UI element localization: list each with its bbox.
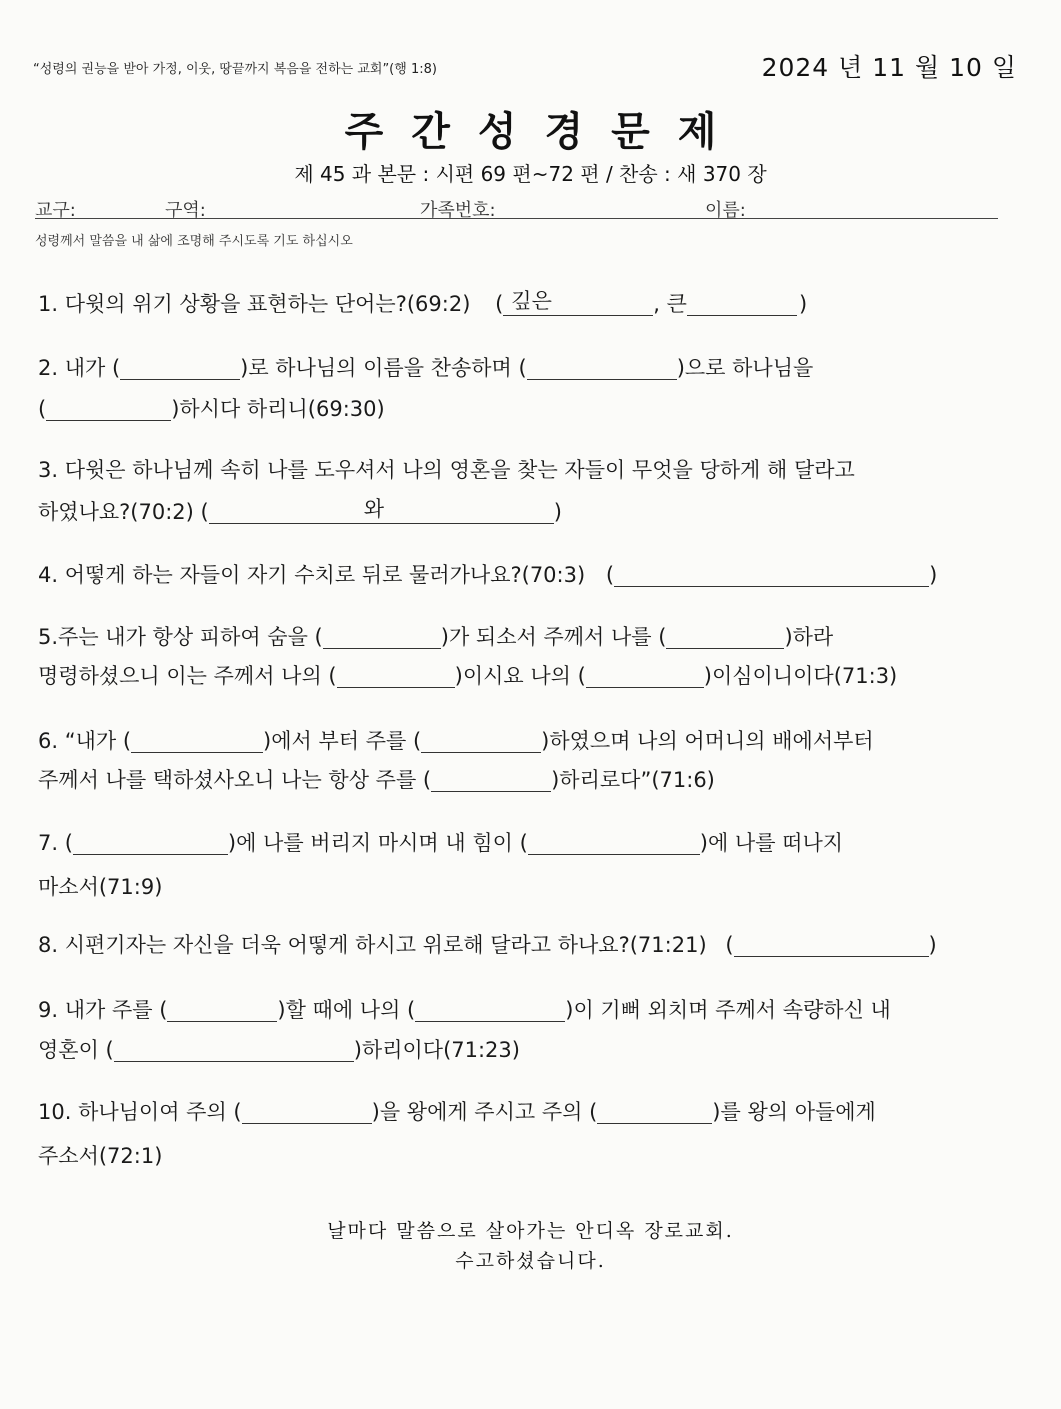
- question-text: )할 때에 나의 (: [277, 998, 416, 1022]
- question-text: )으로 하나님을: [676, 356, 814, 380]
- answer-blank[interactable]: [734, 934, 929, 957]
- footer-thanks: 수고하셨습니다.: [455, 1250, 606, 1272]
- question-text: )에서 부터 주를 (: [263, 729, 422, 753]
- answer-blank[interactable]: [666, 626, 784, 649]
- answer-blank[interactable]: [120, 357, 240, 380]
- answer-blank[interactable]: [167, 999, 277, 1022]
- question-text: )가 되소서 주께서 나를 (: [440, 625, 667, 649]
- question-text: )하리로다”(71:6): [551, 768, 715, 792]
- question-text: )을 왕에게 주시고 주의 (: [371, 1100, 598, 1124]
- answer-blank[interactable]: [586, 665, 704, 688]
- question-text: 2. 내가 (: [38, 356, 121, 380]
- question-text: 명령하셨으니 이는 주께서 나의 (: [38, 664, 337, 688]
- answer-blank[interactable]: [73, 832, 228, 855]
- question-text: )하였으며 나의 어머니의 배에서부터: [541, 729, 874, 753]
- question-6-line-1: [38, 729, 874, 753]
- paren-close: ): [553, 500, 562, 524]
- lesson-subtitle: 제 45 과 본문 : 시편 69 편~72 편 / 찬송 : 새 370 장: [294, 162, 767, 186]
- paren-close: ): [929, 563, 938, 587]
- question-text: )이 기뻐 외치며 주께서 속량하신 내: [565, 998, 891, 1022]
- handwritten-answer: 깊은: [511, 289, 552, 313]
- question-2-line-2: [38, 397, 385, 421]
- question-3-line-1: 3. 다윗은 하나님께 속히 나를 도우셔서 나의 영혼을 찾는 자들이 무엇을 당하게 해 달라고: [38, 458, 855, 482]
- answer-blank[interactable]: [614, 564, 929, 587]
- question-text: )하시다 하리니(69:30): [171, 397, 385, 421]
- answer-blank[interactable]: [415, 999, 565, 1022]
- question-4: [38, 563, 937, 587]
- paren-open: (: [495, 292, 504, 316]
- paren-close: ): [798, 292, 808, 316]
- question-7-line-2: 마소서(71:9): [38, 875, 163, 899]
- question-6-line-2: [38, 768, 715, 792]
- question-3-line-2: [38, 497, 562, 524]
- answer-blank[interactable]: [242, 1101, 372, 1124]
- question-10-line-2: 주소서(72:1): [38, 1144, 163, 1168]
- question-text: )로 하나님의 이름을 찬송하며 (: [240, 356, 527, 380]
- family-number-label: 가족번호:: [420, 200, 496, 221]
- answer-blank[interactable]: [527, 357, 677, 380]
- answer-blank[interactable]: [131, 730, 263, 753]
- answer-blank[interactable]: [503, 289, 653, 316]
- blank-connector: 와: [363, 497, 384, 521]
- question-text: 영혼이 (: [38, 1038, 114, 1062]
- prayer-note: 성령께서 말씀을 내 삶에 조명해 주시도록 기도 하십시오: [35, 234, 353, 249]
- info-line: [35, 196, 998, 219]
- page-title: 주간성경문제: [344, 109, 745, 155]
- question-text: )를 왕의 아들에게: [712, 1100, 876, 1124]
- question-text: 4. 어떻게 하는 자들이 자기 수치로 뒤로 물러가나요?(70:3): [38, 563, 586, 587]
- question-8: [38, 933, 937, 957]
- question-text: 6. “내가 (: [38, 729, 132, 753]
- question-text: 10. 하나님이여 주의 (: [38, 1100, 242, 1124]
- question-9-line-2: [38, 1038, 520, 1062]
- question-9-line-1: [38, 998, 891, 1022]
- name-label: 이름:: [705, 200, 746, 221]
- answer-separator: , 큰: [653, 292, 687, 316]
- paren-open: (: [605, 563, 615, 587]
- question-text: )하리이다(71:23): [353, 1038, 520, 1062]
- question-text: )에 나를 떠나지: [699, 831, 844, 855]
- question-text: 주께서 나를 택하셨사오니 나는 항상 주를 (: [38, 768, 432, 792]
- church-motto: “성령의 권능을 받아 가정, 이웃, 땅끝까지 복음을 전하는 교회”(행 1:8): [33, 62, 437, 77]
- answer-blank[interactable]: [114, 1039, 354, 1062]
- footer-blessing: 날마다 말씀으로 살아가는 안디옥 장로교회.: [327, 1220, 734, 1242]
- question-5-line-2: [38, 664, 897, 688]
- answer-blank[interactable]: [421, 730, 541, 753]
- worksheet-date: 2024 년 11 월 10 일: [761, 53, 1017, 82]
- question-text: 1. 다윗의 위기 상황을 표현하는 단어는?(69:2): [38, 292, 471, 316]
- answer-blank[interactable]: [528, 832, 700, 855]
- question-text: (: [38, 397, 47, 421]
- paren-open: (: [725, 933, 734, 957]
- question-text: )하라: [784, 625, 834, 649]
- answer-blank[interactable]: [337, 665, 455, 688]
- question-text: 5.주는 내가 항상 피하여 숨을 (: [38, 625, 323, 649]
- answer-blank[interactable]: [323, 626, 441, 649]
- question-7-line-1: [38, 831, 843, 855]
- question-text: )이시요 나의 (: [454, 664, 586, 688]
- pastor-district-label: 교구:: [35, 200, 76, 221]
- answer-blank[interactable]: [46, 398, 171, 421]
- answer-blank[interactable]: [687, 293, 797, 316]
- answer-blank[interactable]: [431, 769, 551, 792]
- question-text: 하였나요?(70:2) (: [38, 500, 209, 524]
- question-2-line-1: [38, 356, 813, 380]
- answer-blank[interactable]: [209, 497, 554, 524]
- paren-close: ): [928, 933, 937, 957]
- cell-group-label: 구역:: [165, 200, 206, 221]
- question-5-line-1: [38, 625, 833, 649]
- question-text: )이심이니이다(71:3): [703, 664, 898, 688]
- question-text: 7. (: [38, 831, 73, 855]
- question-10-line-1: [38, 1100, 876, 1124]
- question-text: )에 나를 버리지 마시며 내 힘이 (: [227, 831, 528, 855]
- answer-blank[interactable]: [597, 1101, 712, 1124]
- question-1: [38, 289, 808, 316]
- question-text: 8. 시편기자는 자신을 더욱 어떻게 하시고 위로해 달라고 하나요?(71:21): [38, 933, 707, 957]
- question-text: 9. 내가 주를 (: [38, 998, 168, 1022]
